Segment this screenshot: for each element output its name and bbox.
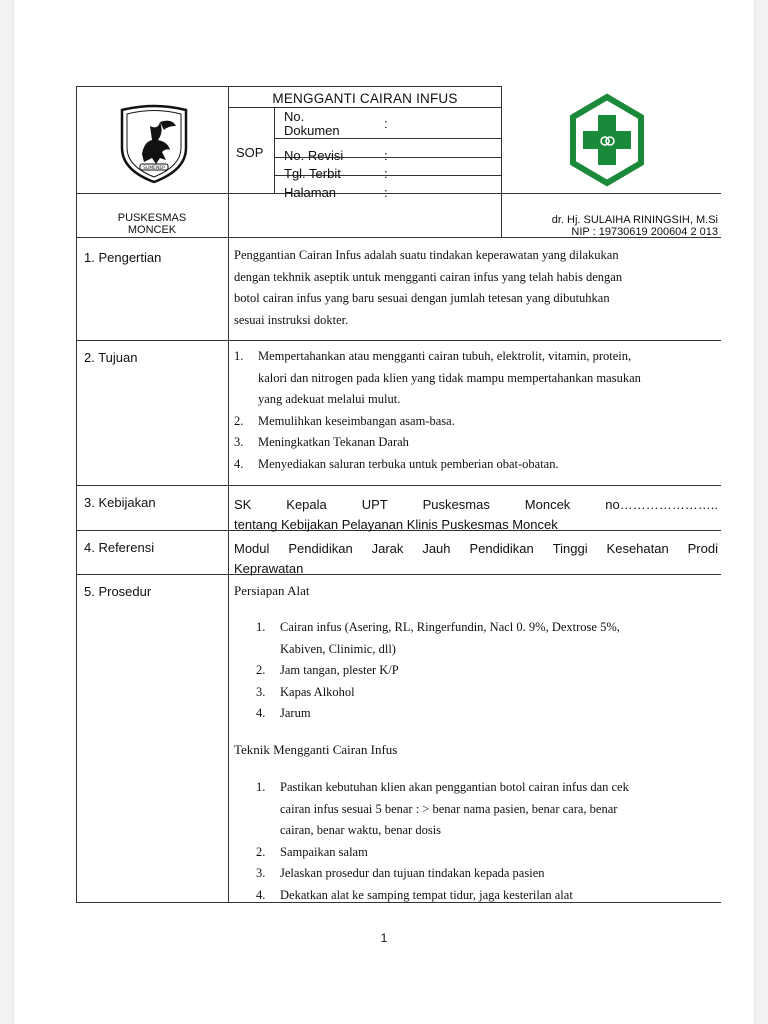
list-item-line: yang adekuat melalui mulut. [258, 392, 401, 406]
document-title: MENGGANTI CAIRAN INFUS [272, 91, 458, 106]
list-item-number: 2. [256, 844, 266, 859]
kebijakan-line-2: tentang Kebijakan Pelayanan Klinis Puskesmas Moncek [234, 517, 558, 532]
title-underline [228, 107, 502, 108]
list-item [234, 346, 718, 411]
list-item-line: Menyediakan saluran terbuka untuk pemberian obat-obatan. [258, 456, 559, 471]
tujuan-list [234, 346, 718, 475]
teknik-list [256, 777, 718, 906]
prosedur-heading-alat: Persiapan Alat [234, 583, 310, 598]
word: Puskesmas [422, 497, 490, 512]
field-no-dokumen-label: No. [284, 109, 305, 124]
signer-nip: NIP : 19730619 200604 2 013 [571, 226, 718, 238]
list-item-line: Jarum [280, 706, 311, 720]
field-tgl-terbit-label: Tgl. Terbit [284, 166, 341, 181]
section-body-referensi [234, 539, 718, 579]
list-item-number: 1. [256, 620, 266, 634]
list-item [256, 863, 718, 885]
section-body-pengertian [234, 245, 718, 331]
list-item [256, 703, 718, 725]
row-border-1 [76, 340, 721, 341]
kebijakan-line-1 [234, 495, 718, 515]
word: Tinggi [552, 541, 588, 556]
word: Prodi [687, 541, 718, 556]
field-no-dokumen-label-2: Dokumen [284, 123, 340, 138]
table-column-divider [228, 86, 229, 903]
word: Kepala [286, 497, 327, 512]
list-item-number: 3. [256, 684, 266, 699]
referensi-line-2: Keprawatan [234, 561, 304, 576]
word: Pendidikan [288, 541, 353, 556]
org-name [76, 212, 228, 236]
header-mid-border [76, 193, 721, 194]
list-item-number: 1. [256, 780, 266, 794]
field-line-1 [274, 138, 502, 139]
list-item-number: 2. [234, 413, 244, 428]
list-item-number: 4. [256, 706, 266, 720]
header-top-border [76, 86, 502, 87]
list-item-line: cairan infus sesuai 5 benar : > benar nama pasien, benar cara, benar [280, 801, 618, 816]
field-no-dokumen-value: : [384, 116, 388, 131]
word: Moncek [524, 497, 571, 512]
page-number: 1 [380, 931, 388, 945]
list-item [234, 432, 718, 454]
svg-text:SUMENEP: SUMENEP [143, 166, 165, 171]
list-item-line: Mempertahankan atau mengganti cairan tubuh, elektrolit, vitamin, protein, [258, 349, 632, 363]
regional-emblem-icon [114, 104, 194, 186]
section-body-kebijakan [234, 495, 718, 535]
word: SK [234, 497, 252, 512]
list-item-line: Dekatkan alat ke samping tempat tidur, jaga kesterilan alat [280, 887, 573, 902]
list-item-line: cairan, benar waktu, benar dosis [280, 823, 442, 837]
list-item [256, 682, 718, 704]
list-item-number: 1. [234, 349, 244, 363]
word: Pendidikan [469, 541, 534, 556]
field-no-revisi-value: : [384, 148, 388, 163]
prosedur-heading-teknik: Teknik Mengganti Cairan Infus [234, 742, 398, 757]
word: Modul [234, 541, 270, 556]
field-tgl-terbit-value: : [384, 166, 388, 181]
word: Jarak [371, 541, 404, 556]
field-halaman-label: Halaman [284, 185, 337, 200]
sop-label: SOP [236, 145, 264, 160]
field-no-revisi-label: No. Revisi [284, 148, 344, 163]
puskesmas-logo-icon [567, 93, 647, 187]
list-item [256, 842, 718, 864]
section-label-pengertian: 1. Pengertian [84, 250, 162, 265]
signer-name: dr. Hj. SULAIHA RININGSIH, M.Si [551, 214, 718, 226]
list-item-line: Jam tangan, plester K/P [280, 663, 399, 677]
org-name-line-1: PUSKESMAS [117, 212, 187, 224]
word: no………………….. [605, 497, 718, 512]
section-label-prosedur: 5. Prosedur [84, 584, 152, 599]
list-item-line: Memulihkan keseimbangan asam-basa. [258, 413, 455, 428]
list-item [256, 885, 718, 907]
section-label-tujuan: 2. Tujuan [84, 350, 138, 365]
list-item-number: 2. [256, 663, 266, 677]
document-page [14, 0, 754, 1024]
list-item-line: Kapas Alkohol [280, 684, 355, 699]
list-item-line: Meningkatkan Tekanan Darah [258, 435, 409, 449]
pengertian-line: botol cairan infus yang baru sesuai dengan jumlah tetesan yang dibutuhkan [234, 291, 610, 305]
list-item [256, 777, 718, 842]
alat-list [256, 617, 718, 725]
word: Jauh [422, 541, 451, 556]
word: Kesehatan [606, 541, 669, 556]
row-border-2 [76, 485, 721, 486]
list-item-number: 3. [256, 866, 266, 880]
table-left-border [76, 86, 77, 903]
list-item-line: kalori dan nitrogen pada klien yang tidak mampu mempertahankan masukan [258, 370, 641, 385]
section-label-kebijakan: 3. Kebijakan [84, 495, 156, 510]
referensi-line-1 [234, 539, 718, 559]
list-item-line: Sampaikan salam [280, 844, 368, 859]
list-item-line: Jelaskan prosedur dan tujuan tindakan kepada pasien [280, 866, 545, 880]
pengertian-line: dengan tekhnik aseptik untuk mengganti cairan infus yang telah habis dengan [234, 269, 623, 284]
list-item [234, 411, 718, 433]
field-halaman-value: : [384, 185, 388, 200]
section-label-referensi: 4. Referensi [84, 540, 155, 555]
list-item-line: Pastikan kebutuhan klien akan penggantian botol cairan infus dan cek [280, 780, 629, 794]
list-item-number: 4. [256, 887, 266, 902]
word: UPT [361, 497, 388, 512]
list-item-line: Cairan infus (Asering, RL, Ringerfundin, Nacl 0. 9%, Dextrose 5%, [280, 620, 620, 634]
list-item-number: 3. [234, 435, 244, 449]
list-item [256, 617, 718, 660]
org-name-line-2: MONCEK [127, 224, 177, 236]
list-item-line: Kabiven, Clinimic, dll) [280, 641, 396, 656]
pengertian-line: sesuai instruksi dokter. [234, 312, 349, 327]
pengertian-line: Penggantian Cairan Infus adalah suatu tindakan keperawatan yang dilakukan [234, 248, 619, 262]
list-item [256, 660, 718, 682]
list-item [234, 454, 718, 476]
list-item-number: 4. [234, 456, 244, 471]
signer-block [502, 214, 718, 238]
sop-divider [274, 107, 275, 193]
